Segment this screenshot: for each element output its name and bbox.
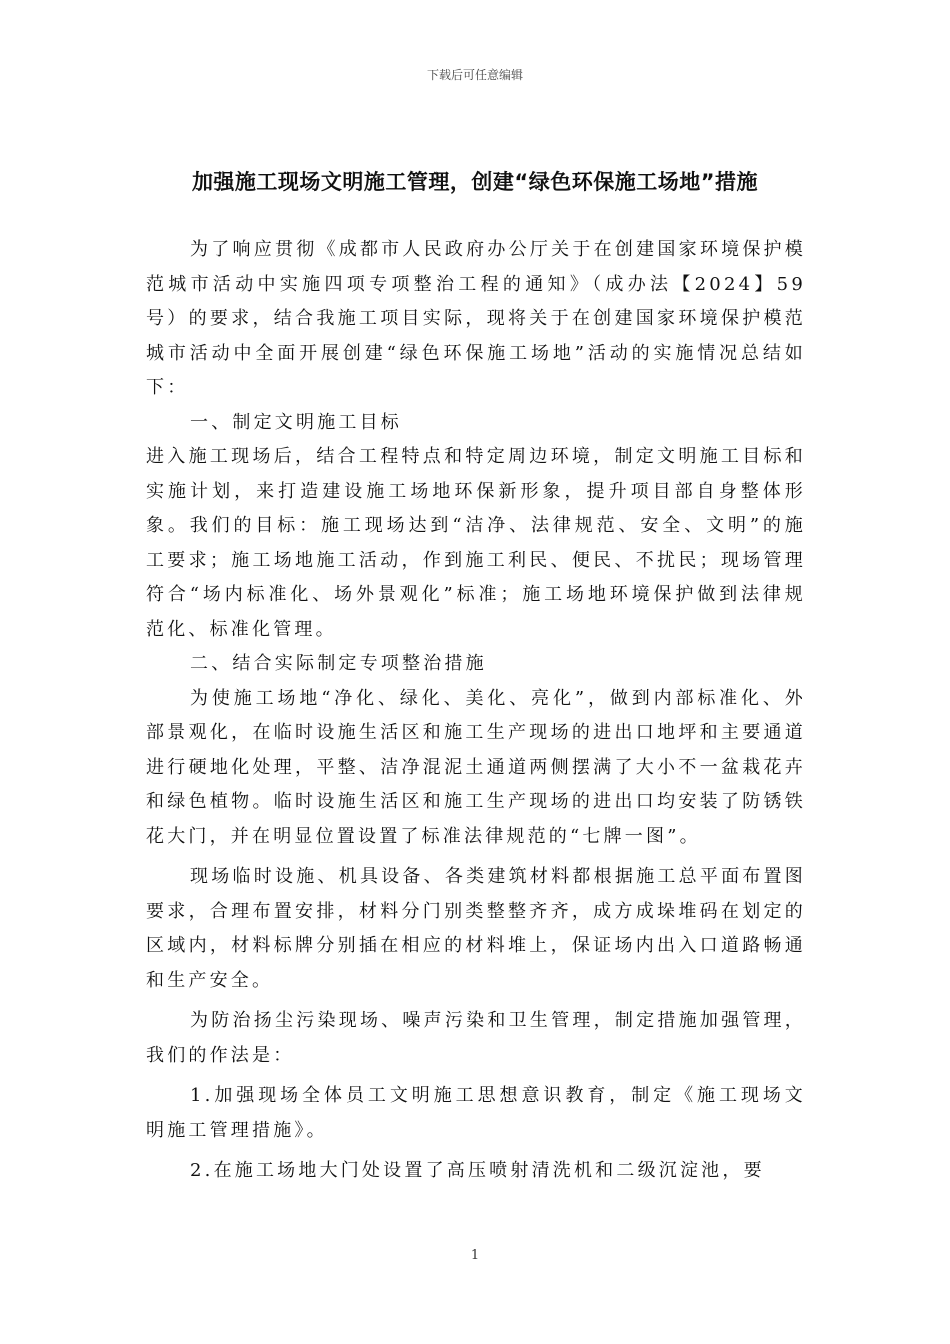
section-1-paragraph: 进入施工现场后，结合工程特点和特定周边环境，制定文明施工目标和实施计划，来打造建设施工场地环保新形象，提升项目部自身整体形象。我们的目标：施工现场达到“洁净、法律规范、安全、文明”的施工要求；施工场地施工活动，作到施工利民、便民、不扰民；现场管理符合“场内标准化、场外景观化”标准；施工场地环境保护做到法律规范化、标准化管理。 bbox=[146, 446, 806, 640]
measure-item-2: 2.在施工场地大门处设置了高压喷射清洗机和二级沉淀池，要 bbox=[190, 1160, 765, 1181]
page-header-note: 下载后可任意编辑 bbox=[426, 68, 523, 82]
section-2-paragraph-3: 为防治扬尘污染现场、噪声污染和卫生管理，制定措施加强管理，我们的作法是： bbox=[146, 1010, 806, 1066]
page-number: 1 bbox=[470, 1248, 480, 1263]
document-title: 加强施工现场文明施工管理，创建“绿色环保施工场地”措施 bbox=[191, 170, 759, 194]
intro-paragraph: 为了响应贯彻《成都市人民政府办公厅关于在创建国家环境保护模范城市活动中实施四项专项整治工程的通知》（成办法【2024】59号）的要求，结合我施工项目实际，现将关于在创建国家环境保护模范城市活动中全面开展创建“绿色环保施工场地”活动的实施情况总结如下： bbox=[146, 239, 806, 398]
section-heading-2: 二、结合实际制定专项整治措施 bbox=[190, 653, 487, 674]
document-body bbox=[146, 233, 806, 1189]
section-2-paragraph-1: 为使施工场地“净化、绿化、美化、亮化”，做到内部标准化、外部景观化，在临时设施生活区和施工生产现场的进出口地坪和主要通道进行硬地化处理，平整、洁净混泥土通道两侧摆满了大小不一盆栽花卉和绿色植物。临时设施生活区和施工生产现场的进出口均安装了防锈铁花大门，并在明显位置设置了标准法律规范的“七牌一图”。 bbox=[146, 687, 806, 847]
section-heading-1: 一、制定文明施工目标 bbox=[190, 411, 402, 433]
measure-item-1: 1.加强现场全体员工文明施工思想意识教育，制定《施工现场文明施工管理措施》。 bbox=[146, 1085, 806, 1141]
section-2-paragraph-2: 现场临时设施、机具设备、各类建筑材料都根据施工总平面布置图要求，合理布置安排，材料分门别类整整齐齐，成方成垛堆码在划定的区域内，材料标牌分别插在相应的材料堆上，保证场内出入口道路畅通和生产安全。 bbox=[146, 866, 806, 991]
